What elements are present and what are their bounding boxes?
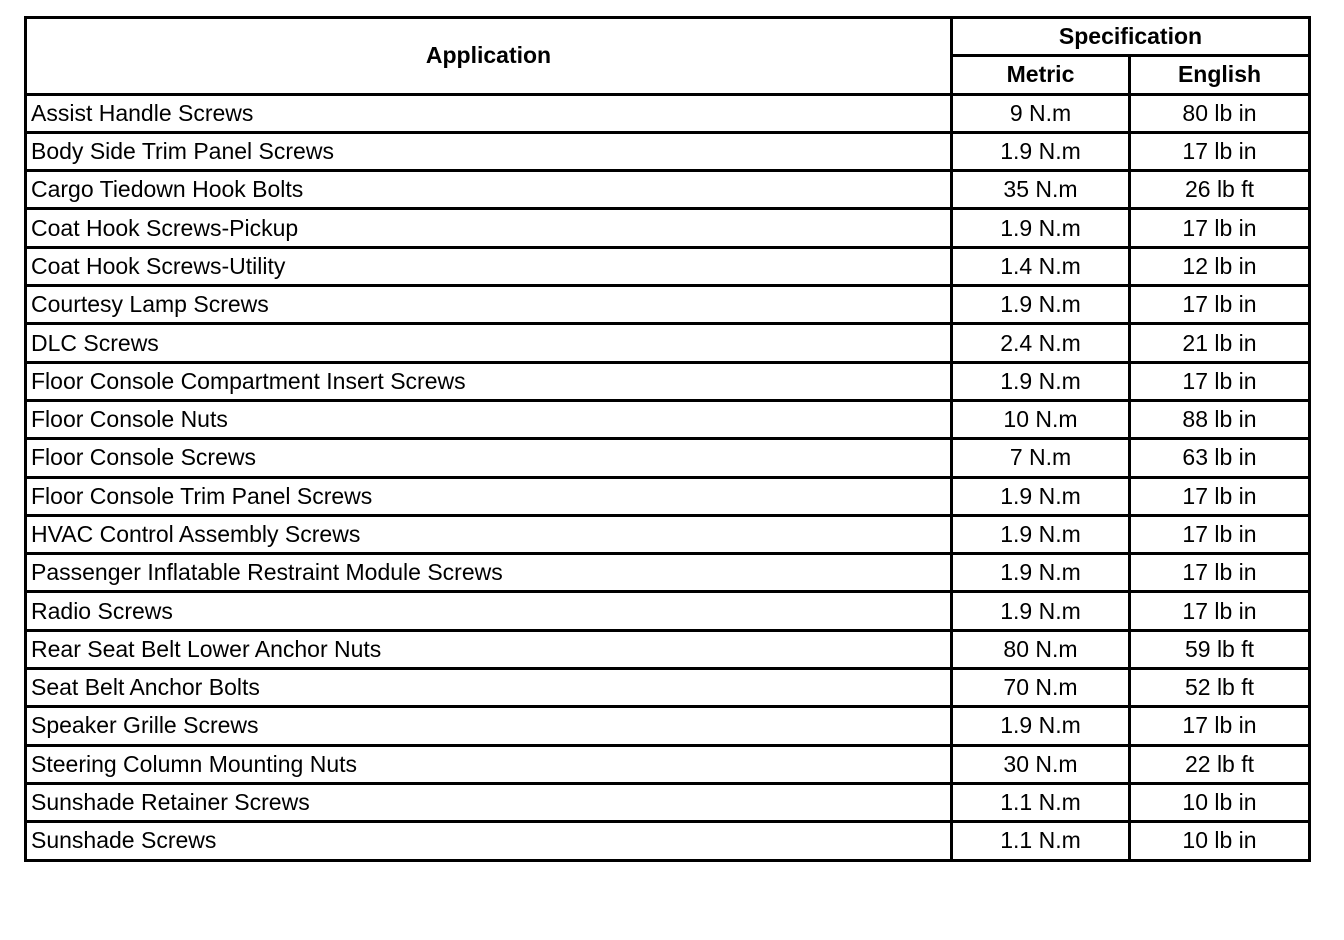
english-cell: 10 lb in	[1130, 822, 1310, 860]
application-cell: Floor Console Trim Panel Screws	[26, 477, 952, 515]
metric-cell: 1.1 N.m	[952, 822, 1130, 860]
english-cell: 21 lb in	[1130, 324, 1310, 362]
metric-cell: 1.9 N.m	[952, 554, 1130, 592]
english-cell: 52 lb ft	[1130, 669, 1310, 707]
application-cell: Cargo Tiedown Hook Bolts	[26, 171, 952, 209]
metric-cell: 1.9 N.m	[952, 209, 1130, 247]
metric-cell: 1.9 N.m	[952, 362, 1130, 400]
application-cell: Seat Belt Anchor Bolts	[26, 669, 952, 707]
specification-header: Specification	[952, 18, 1310, 56]
metric-cell: 1.4 N.m	[952, 247, 1130, 285]
english-cell: 17 lb in	[1130, 286, 1310, 324]
english-cell: 26 lb ft	[1130, 171, 1310, 209]
english-cell: 17 lb in	[1130, 362, 1310, 400]
table-row	[26, 94, 1310, 132]
application-cell: Assist Handle Screws	[26, 94, 952, 132]
application-cell: Rear Seat Belt Lower Anchor Nuts	[26, 630, 952, 668]
torque-spec-table	[24, 16, 1311, 862]
application-cell: Sunshade Retainer Screws	[26, 783, 952, 821]
application-cell: Speaker Grille Screws	[26, 707, 952, 745]
application-cell: HVAC Control Assembly Screws	[26, 515, 952, 553]
metric-cell: 35 N.m	[952, 171, 1130, 209]
table-row	[26, 669, 1310, 707]
metric-cell: 7 N.m	[952, 439, 1130, 477]
english-cell: 63 lb in	[1130, 439, 1310, 477]
table-row	[26, 171, 1310, 209]
metric-cell: 2.4 N.m	[952, 324, 1130, 362]
table-row	[26, 707, 1310, 745]
application-cell: Passenger Inflatable Restraint Module Screws	[26, 554, 952, 592]
table-row	[26, 400, 1310, 438]
table-row	[26, 592, 1310, 630]
application-cell: Floor Console Compartment Insert Screws	[26, 362, 952, 400]
metric-cell: 9 N.m	[952, 94, 1130, 132]
table-row	[26, 822, 1310, 860]
table-row	[26, 209, 1310, 247]
table-row	[26, 630, 1310, 668]
application-cell: Steering Column Mounting Nuts	[26, 745, 952, 783]
metric-cell: 1.9 N.m	[952, 515, 1130, 553]
english-cell: 17 lb in	[1130, 592, 1310, 630]
application-cell: Courtesy Lamp Screws	[26, 286, 952, 324]
table-row	[26, 783, 1310, 821]
table-header	[26, 18, 1310, 95]
english-header: English	[1130, 56, 1310, 94]
metric-cell: 1.9 N.m	[952, 132, 1130, 170]
metric-cell: 1.9 N.m	[952, 592, 1130, 630]
application-cell: Sunshade Screws	[26, 822, 952, 860]
torque-spec-table-wrapper	[24, 16, 1311, 862]
english-cell: 88 lb in	[1130, 400, 1310, 438]
table-row	[26, 554, 1310, 592]
table-row	[26, 477, 1310, 515]
english-cell: 80 lb in	[1130, 94, 1310, 132]
table-row	[26, 132, 1310, 170]
english-cell: 12 lb in	[1130, 247, 1310, 285]
metric-cell: 1.9 N.m	[952, 286, 1130, 324]
table-row	[26, 745, 1310, 783]
english-cell: 17 lb in	[1130, 554, 1310, 592]
english-cell: 17 lb in	[1130, 132, 1310, 170]
metric-cell: 1.9 N.m	[952, 477, 1130, 515]
application-header: Application	[26, 18, 952, 95]
table-row	[26, 247, 1310, 285]
metric-cell: 70 N.m	[952, 669, 1130, 707]
english-cell: 22 lb ft	[1130, 745, 1310, 783]
table-body	[26, 94, 1310, 860]
application-cell: Radio Screws	[26, 592, 952, 630]
application-cell: Floor Console Nuts	[26, 400, 952, 438]
english-cell: 17 lb in	[1130, 209, 1310, 247]
metric-cell: 30 N.m	[952, 745, 1130, 783]
metric-cell: 10 N.m	[952, 400, 1130, 438]
metric-cell: 80 N.m	[952, 630, 1130, 668]
table-row	[26, 439, 1310, 477]
table-row	[26, 362, 1310, 400]
application-cell: Body Side Trim Panel Screws	[26, 132, 952, 170]
english-cell: 59 lb ft	[1130, 630, 1310, 668]
header-row-top	[26, 18, 1310, 56]
application-cell: DLC Screws	[26, 324, 952, 362]
english-cell: 10 lb in	[1130, 783, 1310, 821]
metric-header: Metric	[952, 56, 1130, 94]
metric-cell: 1.9 N.m	[952, 707, 1130, 745]
english-cell: 17 lb in	[1130, 515, 1310, 553]
english-cell: 17 lb in	[1130, 477, 1310, 515]
table-row	[26, 286, 1310, 324]
application-cell: Floor Console Screws	[26, 439, 952, 477]
table-row	[26, 324, 1310, 362]
table-row	[26, 515, 1310, 553]
application-cell: Coat Hook Screws-Utility	[26, 247, 952, 285]
application-cell: Coat Hook Screws-Pickup	[26, 209, 952, 247]
metric-cell: 1.1 N.m	[952, 783, 1130, 821]
english-cell: 17 lb in	[1130, 707, 1310, 745]
